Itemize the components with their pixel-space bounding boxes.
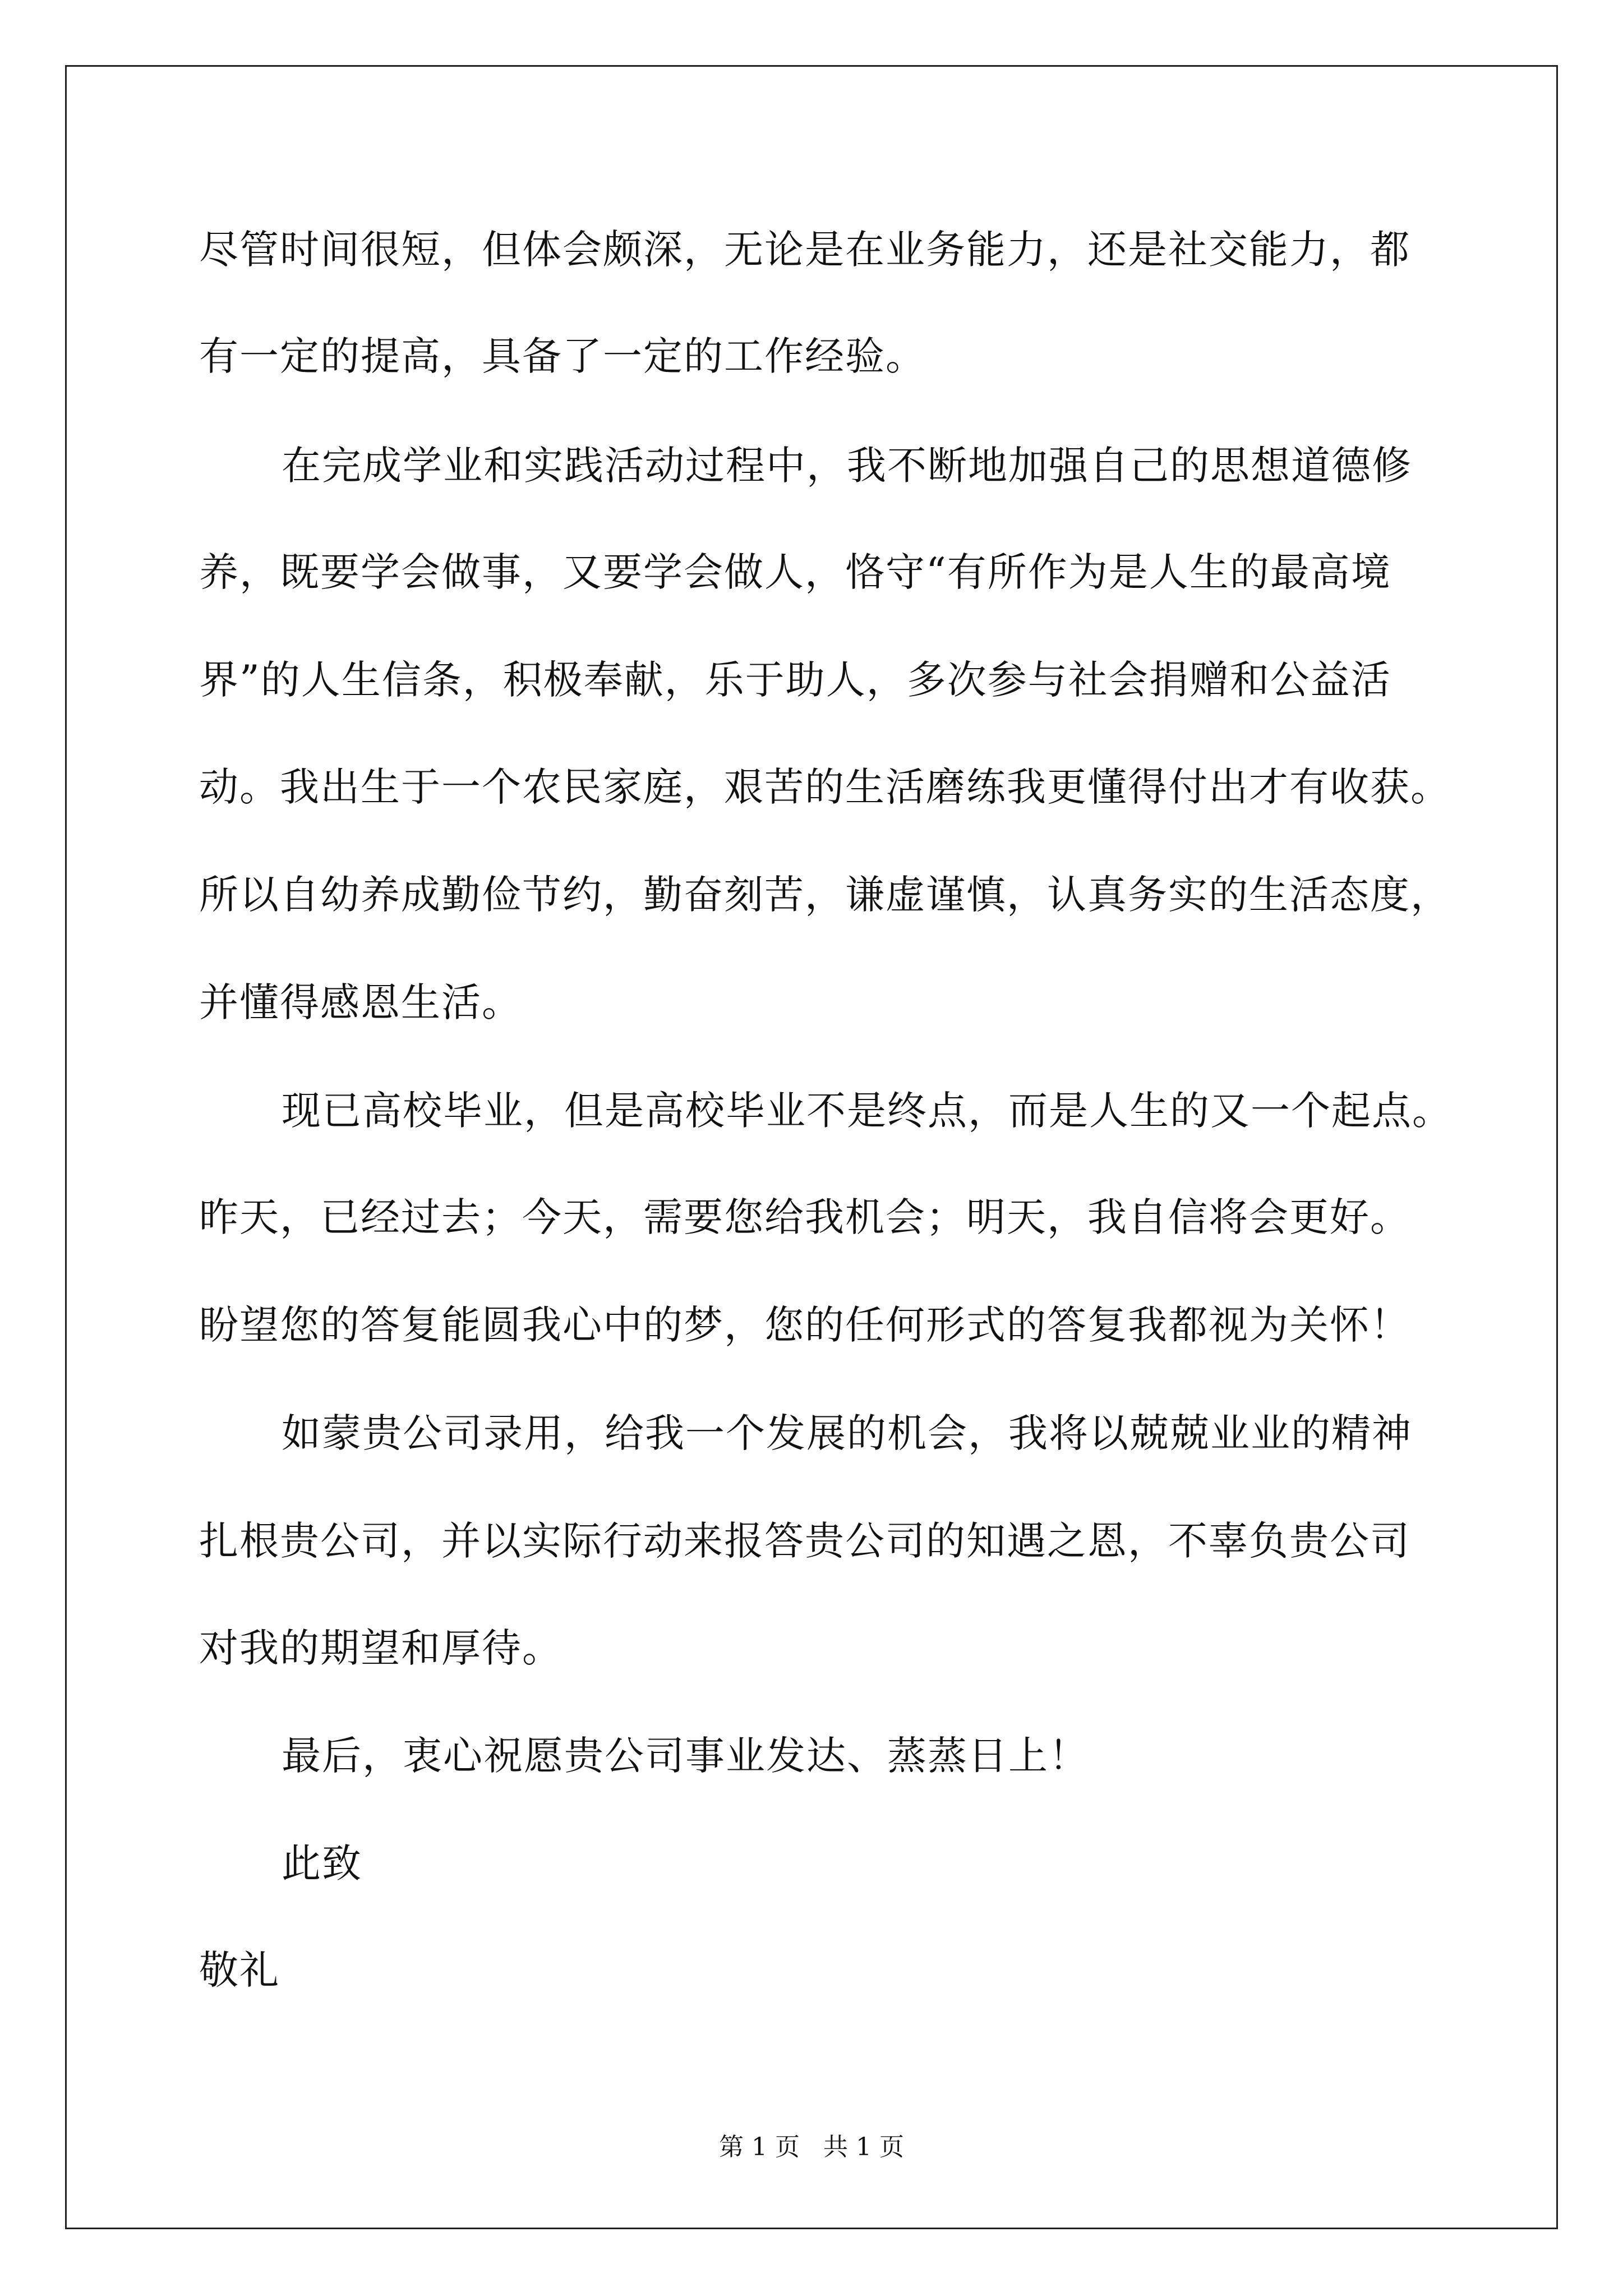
body-line-3: 在完成学业和实践活动过程中，我不断地加强自己的思想道德修: [282, 443, 1412, 489]
body-line-7: 所以自幼养成勤俭节约，勤奋刻苦，谦虚谨慎，认真务实的生活态度，: [199, 872, 1451, 918]
body-line-13: 扎根贵公司，并以实际行动来报答贵公司的知遇之恩，不辜负贵公司: [199, 1518, 1410, 1564]
body-line-8: 并懂得感恩生活。: [199, 979, 522, 1025]
salutation-line: 此致: [282, 1841, 362, 1887]
body-line-11: 盼望您的答复能圆我心中的梦，您的任何形式的答复我都视为关怀！: [199, 1302, 1410, 1348]
body-line-15: 最后，衷心祝愿贵公司事业发达、蒸蒸日上！: [282, 1733, 1089, 1779]
body-line-4: 养，既要学会做事，又要学会做人，恪守“有所作为是人生的最高境: [199, 549, 1391, 595]
body-line-1: 尽管时间很短，但体会颇深，无论是在业务能力，还是社交能力，都: [199, 227, 1410, 273]
body-line-6: 动。我出生于一个农民家庭，艰苦的生活磨练我更懂得付出才有收获。: [199, 764, 1451, 810]
page-border: [65, 65, 1558, 2229]
body-line-10: 昨天，已经过去；今天，需要您给我机会；明天，我自信将会更好。: [199, 1194, 1410, 1240]
body-line-9: 现已高校毕业，但是高校毕业不是终点，而是人生的又一个起点。: [282, 1088, 1453, 1134]
body-line-2: 有一定的提高，具备了一定的工作经验。: [199, 333, 926, 379]
page-footer: 第 1 页 共 1 页: [719, 2133, 904, 2161]
body-line-14: 对我的期望和厚待。: [199, 1625, 562, 1671]
body-line-5: 界”的人生信条，积极奉献，乐于助人，多次参与社会捐赠和公益活: [199, 657, 1391, 703]
body-line-12: 如蒙贵公司录用，给我一个发展的机会，我将以兢兢业业的精神: [282, 1410, 1412, 1456]
closing-line: 敬礼: [199, 1947, 280, 1993]
